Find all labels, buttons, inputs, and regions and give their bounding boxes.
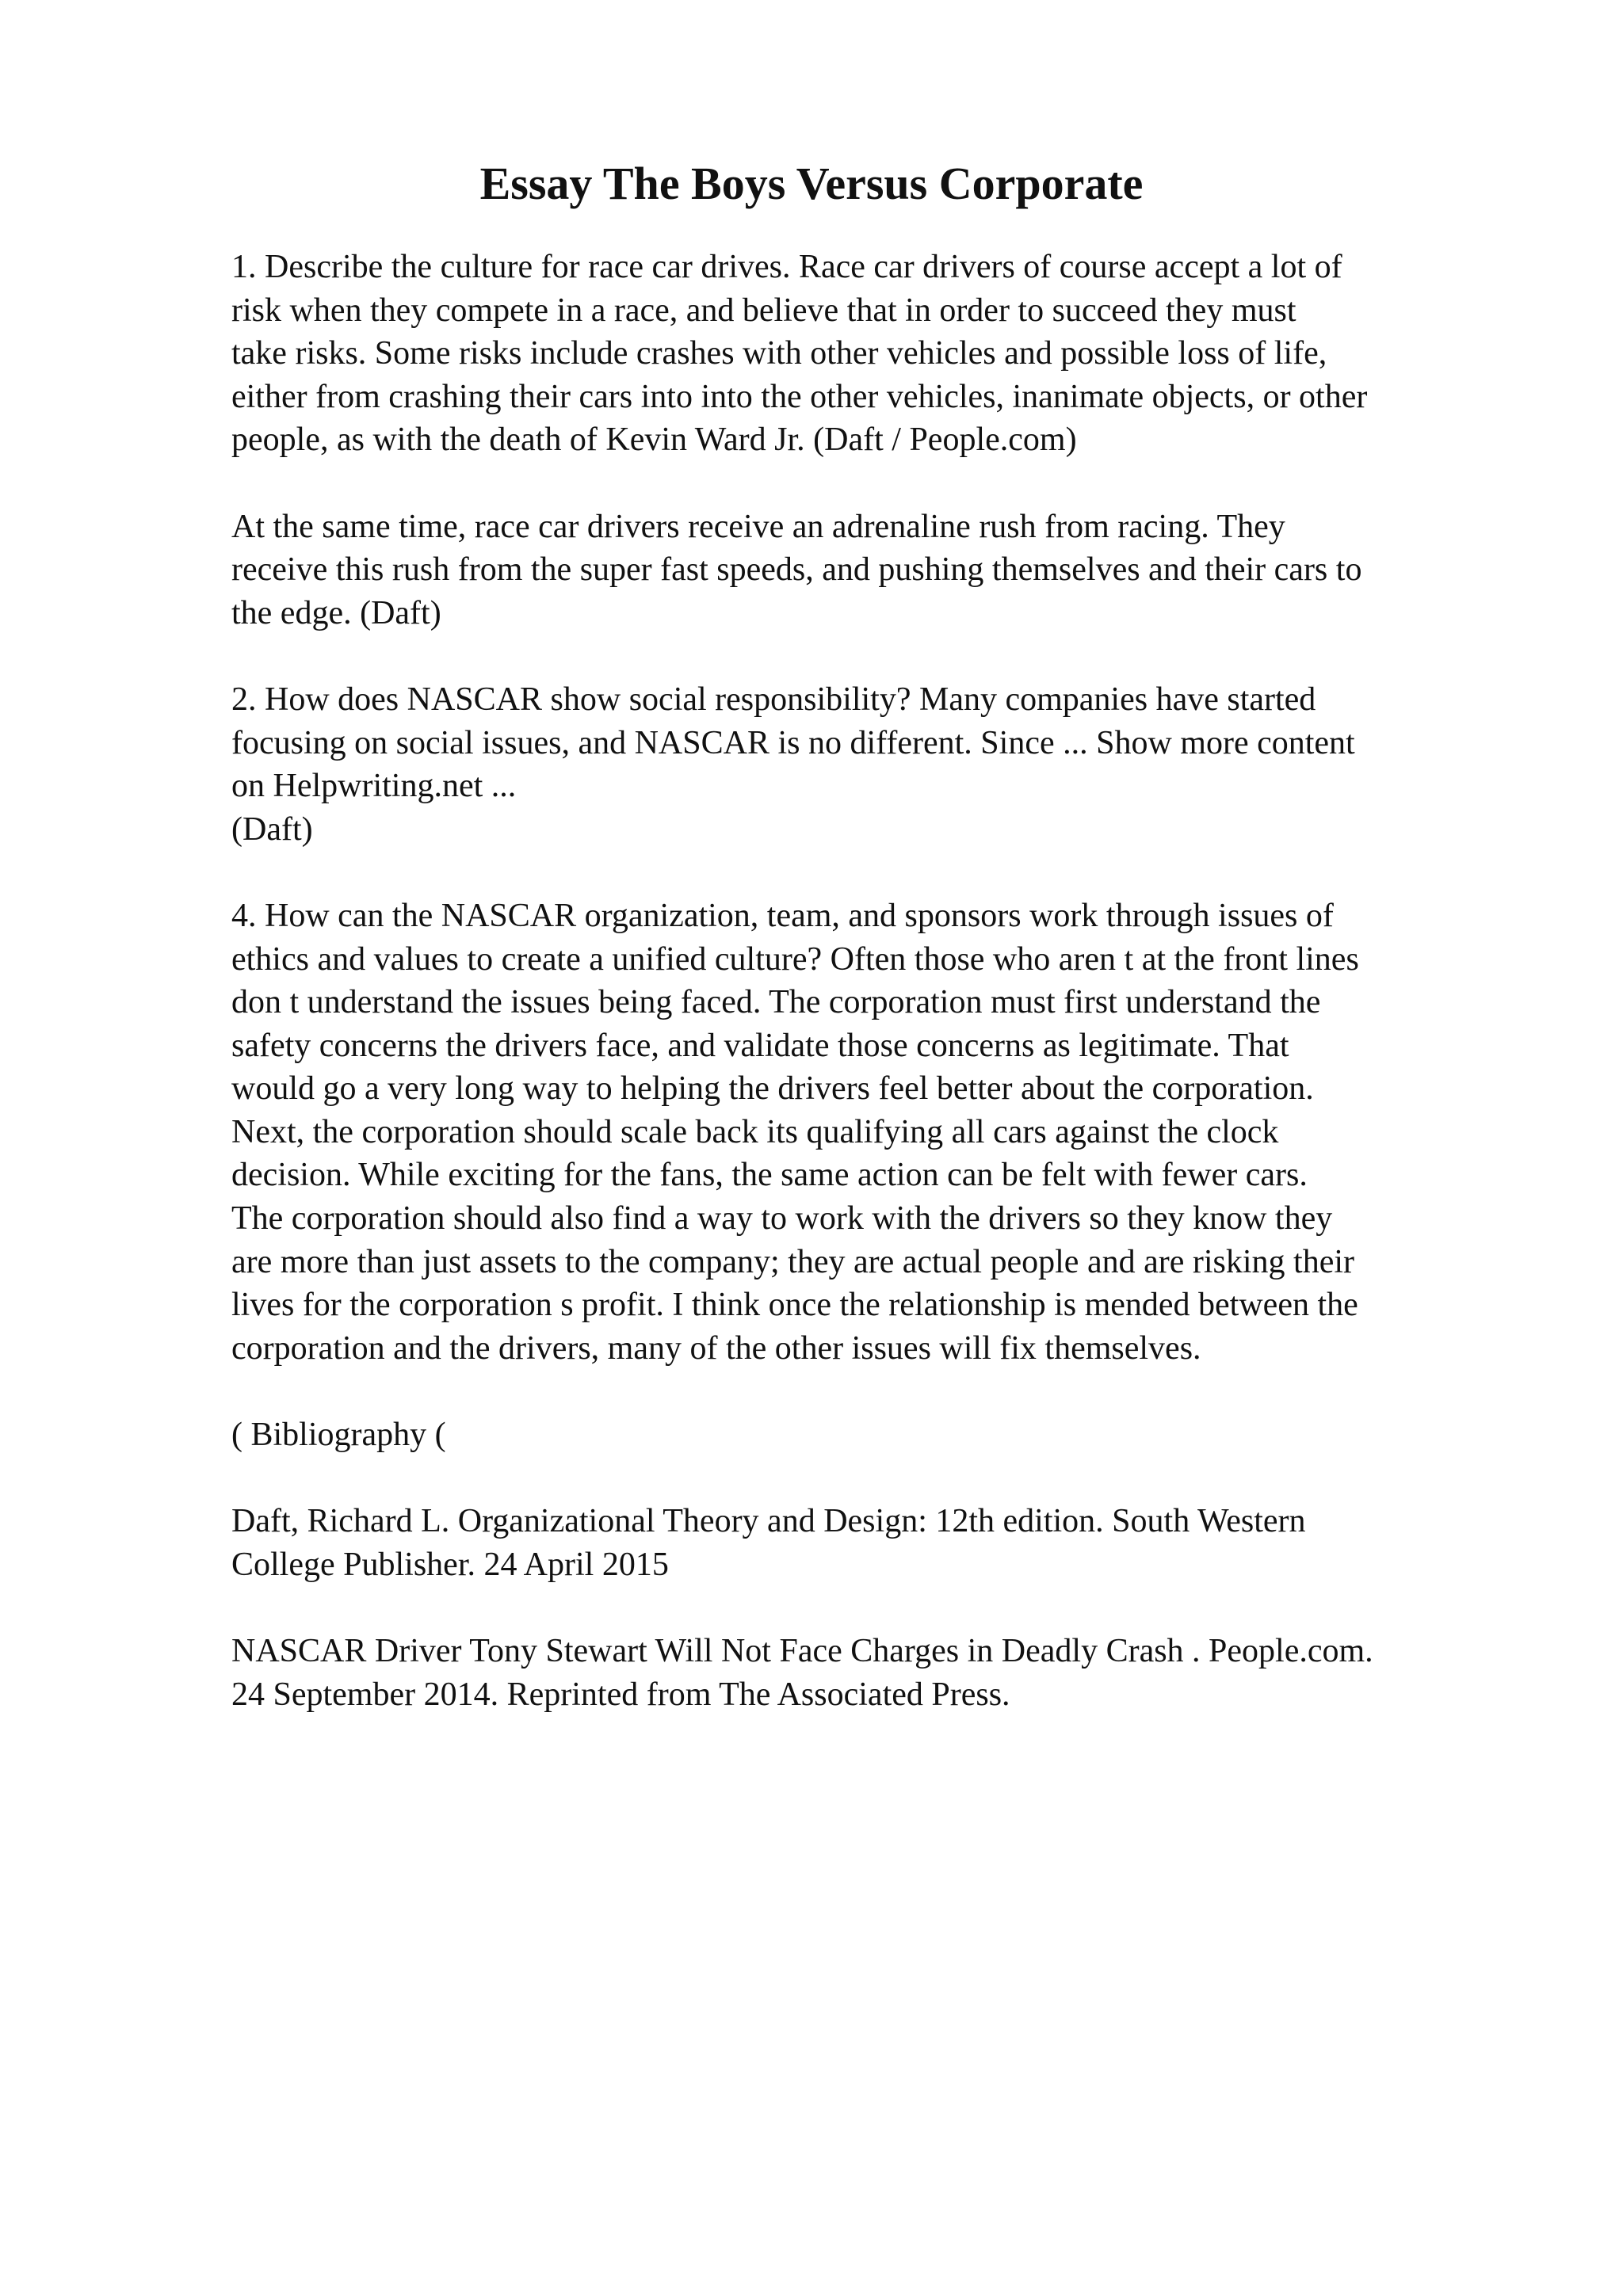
paragraph-social-responsibility: 2. How does NASCAR show social responsibility? Many companies have started focusing on social issues, and NASCAR is no different. Since ... Show more content on Helpwriting.net ... (231, 681, 1355, 805)
document-body (231, 246, 1515, 1760)
paragraph-unified-culture: 4. How can the NASCAR organization, team, and sponsors work through issues of ethics and values to create a unified culture? Often those who aren t at the front lines don t understand the issues being faced. The corporation must first understand the safety concerns the drivers face, and validate those concerns as legitimate. That would go a very long way to helping the drivers feel better about the corporation. Next, the corporation should scale back its qualifying all cars against the clock decision. While exciting for the fans, the same action can be felt with fewer cars. The corporation should also find a way to work with the drivers so they know they are more than just assets to the company; they are actual people and are risking their lives for the corporation s profit. I think once the relationship is mended between the corporation and the drivers, many of the other issues will fix themselves. (231, 897, 1359, 1367)
paragraph-daft-citation: (Daft) (231, 810, 313, 848)
paragraph-adrenaline: At the same time, race car drivers receive an adrenaline rush from racing. They receive this rush from the super fast speeds, and pushing themselves and their cars to the edge. (Daft) (231, 508, 1362, 631)
bibliography-entry-daft: Daft, Richard L. Organizational Theory and Design: 12th edition. South Western College Publisher. 24 April 2015 (231, 1503, 1306, 1583)
document-title: Essay The Boys Versus Corporate (479, 158, 1144, 209)
bibliography-entry-people: NASCAR Driver Tony Stewart Will Not Face Charges in Deadly Crash . People.com. 24 September 2014. Reprinted from The Associated Press. (231, 1633, 1373, 1713)
paragraph-culture: 1. Describe the culture for race car drives. Race car drivers of course accept a lot of risk when they compete in a race, and believe that in order to succeed they must take risks. Some risks include crashes with other vehicles and possible loss of life, either from crashing their cars into into the other vehicles, inanimate objects, or other people, as with the death of Kevin Ward Jr. (Daft / People.com) (231, 249, 1368, 459)
bibliography-heading: ( Bibliography ( (231, 1417, 446, 1454)
